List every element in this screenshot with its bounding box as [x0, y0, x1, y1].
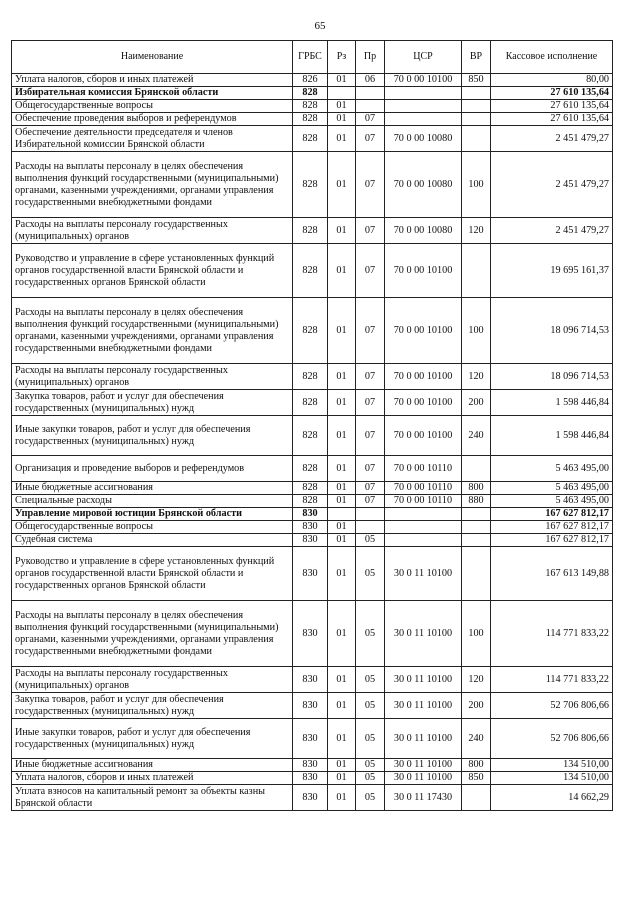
- row-name: Расходы на выплаты персоналу в целях обеспечения выполнения функций государственными (муниципальными) органами, казенными учреждениями, органами управления государственными внебюджетными фондами: [12, 298, 293, 364]
- row-amount: 18 096 714,53: [491, 298, 613, 364]
- row-csr: [385, 100, 462, 113]
- row-rz: 01: [328, 456, 356, 482]
- row-grbs: 830: [293, 547, 328, 601]
- row-rz: 01: [328, 785, 356, 811]
- row-csr: [385, 508, 462, 521]
- row-amount: 5 463 495,00: [491, 495, 613, 508]
- header-grbs: ГРБС: [293, 41, 328, 74]
- row-rz: 01: [328, 100, 356, 113]
- table-row: [12, 772, 613, 785]
- row-grbs: 828: [293, 113, 328, 126]
- row-grbs: 828: [293, 87, 328, 100]
- row-grbs: 830: [293, 719, 328, 759]
- row-pr: 05: [356, 785, 385, 811]
- row-pr: 05: [356, 693, 385, 719]
- row-amount: 2 451 479,27: [491, 152, 613, 218]
- row-name: Руководство и управление в сфере установленных функций органов государственной власти Брянской области и государственных органов Брянской области: [12, 547, 293, 601]
- row-name: Обеспечение деятельности председателя и членов Избирательной комиссии Брянской области: [12, 126, 293, 152]
- row-pr: 06: [356, 74, 385, 87]
- table-row: [12, 218, 613, 244]
- row-amount: 114 771 833,22: [491, 601, 613, 667]
- row-amount: 80,00: [491, 74, 613, 87]
- table-row: [12, 508, 613, 521]
- row-grbs: 830: [293, 521, 328, 534]
- row-vr: [462, 113, 491, 126]
- row-rz: 01: [328, 416, 356, 456]
- row-vr: 240: [462, 719, 491, 759]
- row-csr: 70 0 00 10080: [385, 126, 462, 152]
- table-row: [12, 759, 613, 772]
- row-pr: 07: [356, 218, 385, 244]
- row-csr: 30 0 11 10100: [385, 547, 462, 601]
- row-grbs: 830: [293, 508, 328, 521]
- row-amount: 134 510,00: [491, 759, 613, 772]
- row-name: Расходы на выплаты персоналу в целях обеспечения выполнения функций государственными (муниципальными) органами, казенными учреждениями, органами управления государственными внебюджетными фондами: [12, 152, 293, 218]
- row-grbs: 828: [293, 218, 328, 244]
- header-csr: ЦСР: [385, 41, 462, 74]
- row-rz: 01: [328, 601, 356, 667]
- row-amount: 167 627 812,17: [491, 534, 613, 547]
- row-name: Уплата налогов, сборов и иных платежей: [12, 772, 293, 785]
- table-row: [12, 298, 613, 364]
- header-name: Наименование: [12, 41, 293, 74]
- table-row: [12, 416, 613, 456]
- row-vr: [462, 521, 491, 534]
- row-name: Закупка товаров, работ и услуг для обеспечения государственных (муниципальных) нужд: [12, 693, 293, 719]
- row-pr: [356, 87, 385, 100]
- row-pr: 05: [356, 667, 385, 693]
- row-pr: [356, 100, 385, 113]
- row-amount: 27 610 135,64: [491, 113, 613, 126]
- row-rz: 01: [328, 495, 356, 508]
- budget-execution-table: [11, 40, 613, 811]
- row-vr: 850: [462, 74, 491, 87]
- row-amount: 2 451 479,27: [491, 126, 613, 152]
- row-amount: 167 627 812,17: [491, 508, 613, 521]
- row-csr: 30 0 11 10100: [385, 667, 462, 693]
- row-amount: 5 463 495,00: [491, 456, 613, 482]
- row-grbs: 828: [293, 126, 328, 152]
- table-row: [12, 601, 613, 667]
- row-name: Общегосударственные вопросы: [12, 100, 293, 113]
- row-rz: 01: [328, 364, 356, 390]
- table-row: [12, 100, 613, 113]
- row-name: Иные закупки товаров, работ и услуг для обеспечения государственных (муниципальных) нужд: [12, 416, 293, 456]
- row-amount: 1 598 446,84: [491, 390, 613, 416]
- row-vr: 240: [462, 416, 491, 456]
- table-row: [12, 74, 613, 87]
- row-pr: 05: [356, 719, 385, 759]
- table-header-row: [12, 41, 613, 74]
- row-name: Судебная система: [12, 534, 293, 547]
- table-row: [12, 126, 613, 152]
- row-grbs: 828: [293, 152, 328, 218]
- row-pr: 05: [356, 601, 385, 667]
- row-name: Расходы на выплаты персоналу в целях обеспечения выполнения функций государственными (муниципальными) органами, казенными учреждениями, органами управления государственными внебюджетными фондами: [12, 601, 293, 667]
- row-grbs: 830: [293, 759, 328, 772]
- row-pr: 07: [356, 152, 385, 218]
- row-rz: 01: [328, 244, 356, 298]
- row-pr: 07: [356, 113, 385, 126]
- row-rz: 01: [328, 547, 356, 601]
- row-rz: 01: [328, 74, 356, 87]
- row-vr: 120: [462, 667, 491, 693]
- row-vr: 200: [462, 693, 491, 719]
- table-row: [12, 693, 613, 719]
- table-row: [12, 495, 613, 508]
- table-row: [12, 456, 613, 482]
- row-pr: 07: [356, 244, 385, 298]
- row-grbs: 826: [293, 74, 328, 87]
- row-csr: 70 0 00 10100: [385, 74, 462, 87]
- row-amount: 27 610 135,64: [491, 100, 613, 113]
- table-row: [12, 521, 613, 534]
- row-csr: [385, 87, 462, 100]
- row-vr: 880: [462, 495, 491, 508]
- row-pr: [356, 508, 385, 521]
- row-name: Расходы на выплаты персоналу государственных (муниципальных) органов: [12, 364, 293, 390]
- row-amount: 18 096 714,53: [491, 364, 613, 390]
- row-vr: 200: [462, 390, 491, 416]
- row-amount: 52 706 806,66: [491, 693, 613, 719]
- row-csr: 70 0 00 10080: [385, 152, 462, 218]
- row-csr: 30 0 11 10100: [385, 719, 462, 759]
- row-csr: 30 0 11 10100: [385, 772, 462, 785]
- row-pr: 07: [356, 390, 385, 416]
- row-grbs: 828: [293, 456, 328, 482]
- table-row: [12, 152, 613, 218]
- row-name: Уплата налогов, сборов и иных платежей: [12, 74, 293, 87]
- row-grbs: 828: [293, 244, 328, 298]
- row-csr: 30 0 11 10100: [385, 759, 462, 772]
- row-name: Обеспечение проведения выборов и референдумов: [12, 113, 293, 126]
- row-csr: 30 0 11 10100: [385, 693, 462, 719]
- row-rz: [328, 508, 356, 521]
- row-rz: 01: [328, 534, 356, 547]
- row-amount: 5 463 495,00: [491, 482, 613, 495]
- row-vr: [462, 785, 491, 811]
- row-csr: 70 0 00 10100: [385, 416, 462, 456]
- row-grbs: 830: [293, 772, 328, 785]
- row-pr: 07: [356, 298, 385, 364]
- row-pr: 05: [356, 772, 385, 785]
- row-vr: [462, 126, 491, 152]
- row-vr: 120: [462, 364, 491, 390]
- row-rz: 01: [328, 218, 356, 244]
- row-rz: 01: [328, 693, 356, 719]
- row-vr: [462, 547, 491, 601]
- row-grbs: 828: [293, 364, 328, 390]
- row-rz: 01: [328, 113, 356, 126]
- row-csr: [385, 521, 462, 534]
- row-csr: 70 0 00 10110: [385, 456, 462, 482]
- row-grbs: 828: [293, 100, 328, 113]
- row-amount: 114 771 833,22: [491, 667, 613, 693]
- table-row: [12, 547, 613, 601]
- row-grbs: 828: [293, 390, 328, 416]
- row-name: Расходы на выплаты персоналу государственных (муниципальных) органов: [12, 667, 293, 693]
- table-row: [12, 719, 613, 759]
- row-vr: 800: [462, 759, 491, 772]
- row-pr: 05: [356, 547, 385, 601]
- header-rz: Рз: [328, 41, 356, 74]
- table-row: [12, 482, 613, 495]
- row-name: Закупка товаров, работ и услуг для обеспечения государственных (муниципальных) нужд: [12, 390, 293, 416]
- row-vr: [462, 87, 491, 100]
- row-rz: 01: [328, 759, 356, 772]
- row-pr: 07: [356, 456, 385, 482]
- row-grbs: 830: [293, 601, 328, 667]
- row-amount: 52 706 806,66: [491, 719, 613, 759]
- row-vr: 120: [462, 218, 491, 244]
- row-grbs: 828: [293, 495, 328, 508]
- table-row: [12, 364, 613, 390]
- row-vr: 800: [462, 482, 491, 495]
- row-grbs: 828: [293, 482, 328, 495]
- row-rz: 01: [328, 772, 356, 785]
- table-row: [12, 667, 613, 693]
- row-rz: 01: [328, 126, 356, 152]
- row-rz: 01: [328, 152, 356, 218]
- row-rz: 01: [328, 719, 356, 759]
- table-row: [12, 87, 613, 100]
- row-name: Уплата взносов на капитальный ремонт за объекты казны Брянской области: [12, 785, 293, 811]
- row-csr: [385, 534, 462, 547]
- row-amount: 19 695 161,37: [491, 244, 613, 298]
- row-pr: 07: [356, 495, 385, 508]
- row-pr: [356, 521, 385, 534]
- row-pr: 07: [356, 364, 385, 390]
- table-row: [12, 534, 613, 547]
- row-amount: 14 662,29: [491, 785, 613, 811]
- header-vr: ВР: [462, 41, 491, 74]
- row-name: Расходы на выплаты персоналу государственных (муниципальных) органов: [12, 218, 293, 244]
- row-csr: 70 0 00 10110: [385, 495, 462, 508]
- row-rz: 01: [328, 298, 356, 364]
- row-name: Иные бюджетные ассигнования: [12, 482, 293, 495]
- row-vr: [462, 244, 491, 298]
- row-rz: [328, 87, 356, 100]
- table-row: [12, 244, 613, 298]
- header-pr: Пр: [356, 41, 385, 74]
- row-csr: 70 0 00 10100: [385, 298, 462, 364]
- row-name: Избирательная комиссия Брянской области: [12, 87, 293, 100]
- row-vr: 850: [462, 772, 491, 785]
- row-rz: 01: [328, 521, 356, 534]
- row-vr: [462, 508, 491, 521]
- row-csr: 70 0 00 10100: [385, 390, 462, 416]
- row-csr: 30 0 11 17430: [385, 785, 462, 811]
- row-amount: 134 510,00: [491, 772, 613, 785]
- row-csr: 70 0 00 10100: [385, 244, 462, 298]
- table-row: [12, 113, 613, 126]
- row-pr: 07: [356, 482, 385, 495]
- row-name: Управление мировой юстиции Брянской области: [12, 508, 293, 521]
- header-amount: Кассовое исполнение: [491, 41, 613, 74]
- row-name: Иные бюджетные ассигнования: [12, 759, 293, 772]
- row-rz: 01: [328, 390, 356, 416]
- page-number: 65: [314, 20, 326, 32]
- row-grbs: 830: [293, 667, 328, 693]
- row-pr: 05: [356, 759, 385, 772]
- row-name: Специальные расходы: [12, 495, 293, 508]
- row-rz: 01: [328, 482, 356, 495]
- row-name: Организация и проведение выборов и референдумов: [12, 456, 293, 482]
- row-vr: 100: [462, 152, 491, 218]
- row-csr: [385, 113, 462, 126]
- row-grbs: 828: [293, 416, 328, 456]
- row-name: Руководство и управление в сфере установленных функций органов государственной власти Брянской области и государственных органов Брянской области: [12, 244, 293, 298]
- row-amount: 2 451 479,27: [491, 218, 613, 244]
- row-vr: [462, 100, 491, 113]
- row-grbs: 830: [293, 693, 328, 719]
- row-vr: 100: [462, 601, 491, 667]
- row-name: Иные закупки товаров, работ и услуг для обеспечения государственных (муниципальных) нужд: [12, 719, 293, 759]
- row-csr: 30 0 11 10100: [385, 601, 462, 667]
- row-name: Общегосударственные вопросы: [12, 521, 293, 534]
- table-row: [12, 390, 613, 416]
- row-amount: 27 610 135,64: [491, 87, 613, 100]
- table-row: [12, 785, 613, 811]
- row-vr: [462, 534, 491, 547]
- row-grbs: 830: [293, 785, 328, 811]
- row-vr: [462, 456, 491, 482]
- row-amount: 167 627 812,17: [491, 521, 613, 534]
- row-amount: 167 613 149,88: [491, 547, 613, 601]
- row-csr: 70 0 00 10110: [385, 482, 462, 495]
- row-vr: 100: [462, 298, 491, 364]
- row-pr: 05: [356, 534, 385, 547]
- row-pr: 07: [356, 126, 385, 152]
- row-amount: 1 598 446,84: [491, 416, 613, 456]
- row-rz: 01: [328, 667, 356, 693]
- row-grbs: 830: [293, 534, 328, 547]
- row-grbs: 828: [293, 298, 328, 364]
- row-pr: 07: [356, 416, 385, 456]
- row-csr: 70 0 00 10080: [385, 218, 462, 244]
- row-csr: 70 0 00 10100: [385, 364, 462, 390]
